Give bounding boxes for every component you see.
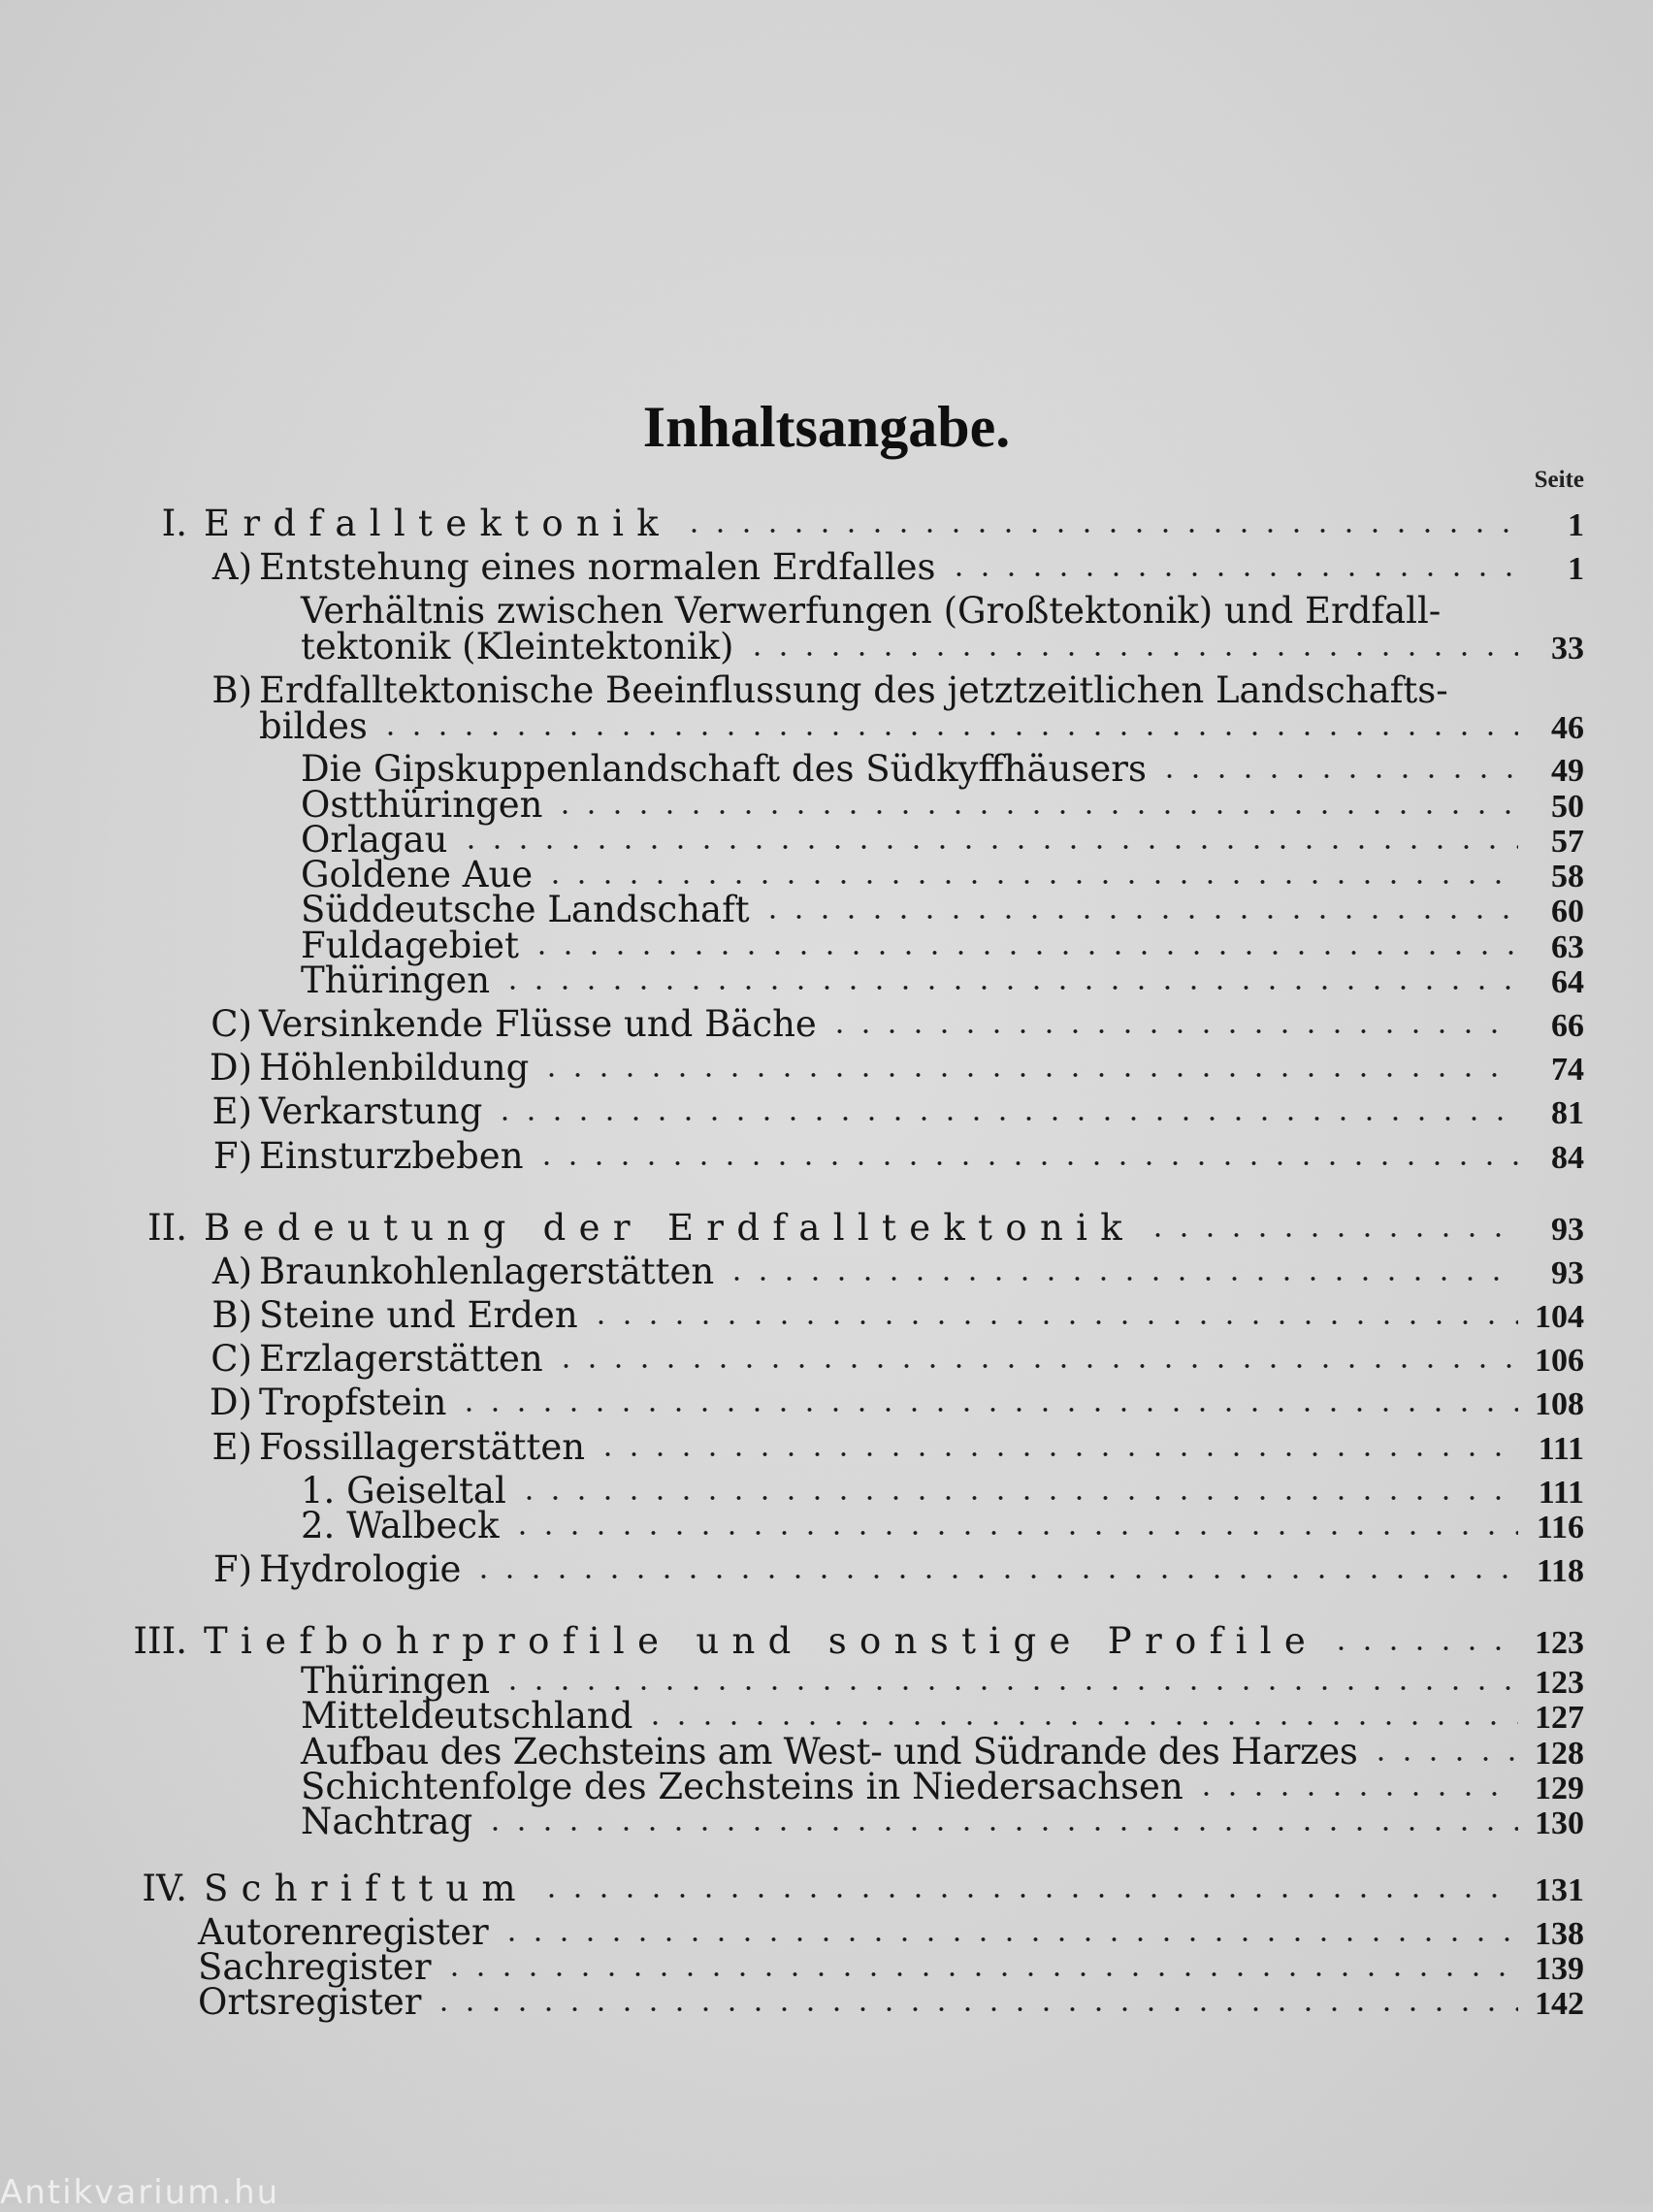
dot-leader xyxy=(377,731,1518,736)
page-number: 57 xyxy=(1551,824,1584,860)
section-number: II. xyxy=(147,1207,187,1249)
entry-letter: C) xyxy=(211,1338,252,1380)
page-title: Inhaltsangabe. xyxy=(642,395,1011,459)
dot-leader xyxy=(1156,773,1518,779)
entry-label: 2. Walbeck xyxy=(301,1505,500,1546)
entry-label: Braunkohlenlagerstätten xyxy=(259,1251,715,1292)
page-number: 129 xyxy=(1535,1771,1584,1806)
entry-label: Süddeutsche Landschaft xyxy=(301,889,750,930)
toc-entry-3-2 xyxy=(301,1697,1584,1736)
toc-section-1 xyxy=(136,504,1584,543)
dot-leader xyxy=(553,1363,1518,1369)
entry-label: Goldene Aue xyxy=(301,854,534,895)
dot-leader xyxy=(458,844,1519,850)
dot-leader xyxy=(500,1685,1518,1691)
dot-leader xyxy=(681,528,1518,534)
dot-leader xyxy=(760,914,1518,920)
toc-entry-1b-7 xyxy=(301,961,1584,1000)
toc-entry-1b-2 xyxy=(301,786,1584,825)
dot-leader xyxy=(456,1407,1518,1413)
page-number: 139 xyxy=(1535,1951,1584,1987)
dot-leader xyxy=(744,651,1519,657)
page-number: 138 xyxy=(1535,1916,1584,1952)
entry-letter: E) xyxy=(211,1426,252,1468)
page-number: 1 xyxy=(1568,507,1584,543)
entry-label: Verkarstung xyxy=(259,1090,483,1132)
toc-entry-2c xyxy=(194,1340,1584,1379)
toc-entry-2b xyxy=(194,1296,1584,1335)
dot-leader xyxy=(482,1826,1518,1832)
page-number: 81 xyxy=(1551,1095,1584,1131)
entry-label: Autorenregister xyxy=(198,1911,489,1953)
dot-leader xyxy=(642,1720,1518,1726)
entry-letter: D) xyxy=(209,1047,252,1089)
page-number: 123 xyxy=(1535,1625,1584,1661)
entry-label: Schichtenfolge des Zechsteins in Niedersachsen xyxy=(301,1766,1183,1807)
entry-label-continued: bildes xyxy=(259,705,368,747)
entry-label-continued: tektonik (Kleintektonik) xyxy=(301,626,734,667)
entry-label: Tropfstein xyxy=(259,1382,447,1423)
dot-leader xyxy=(538,1893,1518,1899)
dot-leader xyxy=(552,809,1518,815)
section-label: Erdfalltektonik xyxy=(204,503,672,544)
page-number: 130 xyxy=(1535,1805,1584,1841)
page-number: 128 xyxy=(1535,1736,1584,1772)
entry-label: Fuldagebiet xyxy=(301,925,519,966)
toc-entry-2f xyxy=(194,1550,1584,1589)
watermark: Antikvarium.hu xyxy=(0,2173,280,2212)
toc-entry-1a-1-line2 xyxy=(301,628,1584,667)
entry-label: Ostthüringen xyxy=(301,784,543,826)
page-number: 1 xyxy=(1568,551,1584,587)
page-number: 116 xyxy=(1536,1510,1584,1545)
section-label: Schrifttum xyxy=(204,1868,529,1909)
page-number: 123 xyxy=(1535,1665,1584,1701)
page-number: 142 xyxy=(1535,1986,1584,2022)
toc-entry-1b-1 xyxy=(301,750,1584,789)
entry-letter: A) xyxy=(211,1251,252,1292)
page-number: 46 xyxy=(1551,710,1584,746)
page-number: 111 xyxy=(1538,1475,1584,1511)
page-number: 93 xyxy=(1551,1255,1584,1291)
toc-entry-3-4 xyxy=(301,1768,1584,1806)
toc-section-2 xyxy=(126,1209,1584,1248)
entry-label: Erzlagerstätten xyxy=(259,1338,543,1380)
entry-label: Thüringen xyxy=(301,960,491,1001)
toc-entry-4-3 xyxy=(198,1983,1584,2022)
page-number: 104 xyxy=(1535,1299,1584,1335)
dot-leader xyxy=(724,1276,1518,1282)
dot-leader xyxy=(470,1574,1518,1579)
page-number: 93 xyxy=(1551,1212,1584,1248)
dot-leader xyxy=(499,1936,1518,1942)
page-number: 58 xyxy=(1551,859,1584,895)
toc-entry-1a xyxy=(194,548,1584,587)
toc-entry-2e-2 xyxy=(301,1507,1584,1545)
page-number: 50 xyxy=(1551,789,1584,825)
page-number: 131 xyxy=(1535,1872,1584,1908)
entry-letter: A) xyxy=(211,546,252,588)
page-number: 60 xyxy=(1551,894,1584,929)
section-number: I. xyxy=(161,503,187,544)
entry-label: Orlagau xyxy=(301,819,448,861)
entry-label: Versinkende Flüsse und Bäche xyxy=(259,1003,817,1045)
entry-label: Hydrologie xyxy=(259,1548,462,1590)
dot-leader xyxy=(538,1072,1518,1078)
page-number: 74 xyxy=(1551,1052,1584,1088)
page-number: 127 xyxy=(1535,1700,1584,1736)
entry-label: Erdfalltektonische Beeinflussung des jetztzeitlichen Landschafts- xyxy=(259,669,1448,711)
entry-label: Sachregister xyxy=(198,1946,432,1988)
toc-entry-2e xyxy=(194,1428,1584,1467)
toc-entry-2d xyxy=(194,1383,1584,1422)
dot-leader xyxy=(534,1160,1518,1166)
dot-leader xyxy=(1328,1645,1518,1651)
dot-leader xyxy=(500,985,1518,991)
dot-leader xyxy=(516,1495,1518,1501)
page-number: 64 xyxy=(1551,964,1584,1000)
dot-leader xyxy=(509,1530,1519,1536)
page-number: 66 xyxy=(1551,1008,1584,1044)
dot-leader xyxy=(588,1319,1518,1325)
entry-label: Fossillagerstätten xyxy=(259,1426,586,1468)
toc-section-3 xyxy=(107,1622,1584,1661)
dot-leader xyxy=(595,1451,1518,1457)
dot-leader xyxy=(1145,1232,1518,1238)
toc-entry-2a xyxy=(194,1252,1584,1291)
page-number: 84 xyxy=(1551,1140,1584,1176)
page-column-header: Seite xyxy=(1534,467,1584,493)
toc-entry-1e xyxy=(194,1092,1584,1131)
entry-label: Aufbau des Zechsteins am West- und Südrande des Harzes xyxy=(301,1731,1358,1773)
toc-entry-1b-line1 xyxy=(194,671,1521,710)
section-label: Bedeutung der Erdfalltektonik xyxy=(204,1207,1135,1249)
toc-entry-1b-6 xyxy=(301,927,1584,965)
entry-letter: D) xyxy=(209,1382,252,1423)
entry-letter: B) xyxy=(211,669,252,711)
toc-entry-1c xyxy=(194,1005,1584,1044)
toc-entry-1d xyxy=(194,1049,1584,1088)
entry-letter: C) xyxy=(211,1003,252,1045)
entry-label: Die Gipskuppenlandschaft des Südkyffhäusers xyxy=(301,748,1147,790)
dot-leader xyxy=(441,1971,1519,1977)
toc-entry-1a-1-line1 xyxy=(301,592,1521,631)
dot-leader xyxy=(826,1028,1518,1034)
page-number: 108 xyxy=(1535,1386,1584,1422)
entry-label: Steine und Erden xyxy=(259,1294,578,1336)
toc-entry-3-5 xyxy=(301,1803,1584,1841)
page-number: 49 xyxy=(1551,753,1584,789)
dot-leader xyxy=(1193,1791,1518,1797)
toc-entry-1b-5 xyxy=(301,891,1584,929)
entry-label: Einsturzbeben xyxy=(259,1135,524,1177)
dot-leader xyxy=(542,879,1518,885)
dot-leader xyxy=(1368,1756,1518,1762)
entry-letter: B) xyxy=(211,1294,252,1336)
entry-label: Mitteldeutschland xyxy=(301,1695,633,1737)
entry-label: Thüringen xyxy=(301,1660,491,1702)
entry-letter: F) xyxy=(212,1548,252,1590)
toc-entry-1b-line2 xyxy=(259,707,1584,746)
section-label: Tiefbohrprofile und sonstige Profile xyxy=(204,1620,1319,1662)
toc-section-4 xyxy=(107,1870,1584,1908)
entry-label: Nachtrag xyxy=(301,1801,473,1842)
page-number: 106 xyxy=(1535,1343,1584,1379)
section-number: III. xyxy=(133,1620,187,1662)
page-number: 111 xyxy=(1538,1431,1584,1467)
section-number: IV. xyxy=(142,1868,187,1909)
entry-label: Entstehung eines normalen Erdfalles xyxy=(259,546,936,588)
entry-label: Verhältnis zwischen Verwerfungen (Großtektonik) und Erdfall- xyxy=(301,590,1442,632)
page-number: 33 xyxy=(1551,631,1584,667)
entry-label: Ortsregister xyxy=(198,1981,422,2023)
entry-letter: E) xyxy=(211,1090,252,1132)
toc-entry-1f xyxy=(194,1137,1584,1176)
dot-leader xyxy=(529,950,1518,956)
page-number: 118 xyxy=(1536,1553,1584,1589)
dot-leader xyxy=(492,1116,1518,1122)
page-number: 63 xyxy=(1551,929,1584,965)
dot-leader xyxy=(946,571,1518,577)
dot-leader xyxy=(431,2006,1518,2012)
entry-label: Höhlenbildung xyxy=(259,1047,530,1089)
entry-letter: F) xyxy=(212,1135,252,1177)
entry-label: 1. Geiseltal xyxy=(301,1470,506,1512)
